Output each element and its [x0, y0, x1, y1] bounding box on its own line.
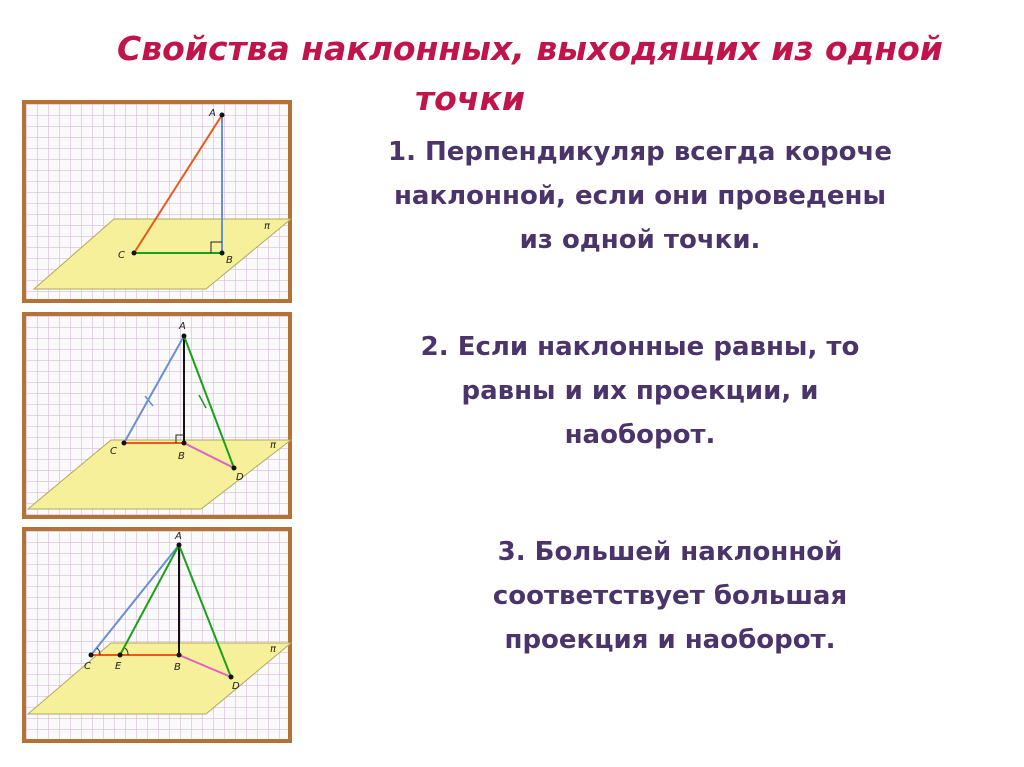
- figure-larger-oblique: [22, 527, 292, 743]
- property-2-line-2: равны и их проекции, и: [461, 376, 819, 406]
- point-A: [220, 113, 225, 118]
- point-C: [132, 251, 137, 256]
- property-1-line-2: наклонной, если они проведены: [393, 181, 887, 211]
- title-line-2: точки: [415, 79, 525, 118]
- label-C: C: [84, 661, 91, 672]
- property-3-line-2: соответствует большая: [492, 581, 848, 611]
- property-2-line-1: 2. Если наклонные равны, то: [420, 332, 860, 362]
- label-C: C: [118, 250, 125, 261]
- figure-3-drawing: [26, 531, 288, 739]
- property-1-line-3: из одной точки.: [519, 225, 761, 255]
- point-D: [232, 466, 237, 471]
- label-pi: π: [270, 644, 277, 655]
- label-C: C: [110, 446, 117, 457]
- property-2: [340, 325, 940, 457]
- label-D: D: [232, 681, 240, 692]
- label-E: E: [115, 661, 122, 672]
- point-D: [229, 675, 234, 680]
- label-B: B: [174, 662, 181, 673]
- figure-1-drawing: [26, 104, 288, 299]
- label-A: A: [175, 531, 182, 542]
- point-B: [177, 653, 182, 658]
- label-A: A: [179, 321, 186, 332]
- label-pi: π: [270, 440, 277, 451]
- label-D: D: [236, 472, 244, 483]
- segment-AE: [120, 545, 179, 655]
- property-3-line-1: 3. Большей наклонной: [497, 537, 843, 567]
- property-1: [340, 130, 940, 262]
- label-A: A: [209, 108, 216, 119]
- point-E: [118, 653, 123, 658]
- label-B: B: [226, 255, 233, 266]
- property-3-line-3: проекция и наоборот.: [504, 625, 836, 655]
- title-line-1: Свойства наклонных, выходящих из одной: [117, 29, 943, 68]
- point-C: [122, 441, 127, 446]
- equal-tick-AD: [199, 395, 206, 408]
- property-1-line-1: 1. Перпендикуляр всегда короче: [388, 137, 892, 167]
- plane-pi: [28, 440, 291, 509]
- property-2-line-3: наоборот.: [564, 420, 716, 450]
- point-C: [89, 653, 94, 658]
- figure-2-drawing: [26, 316, 288, 515]
- point-A: [182, 334, 187, 339]
- label-B: B: [178, 451, 185, 462]
- point-B: [220, 251, 225, 256]
- segment-AC: [124, 336, 184, 443]
- property-3: [370, 530, 970, 662]
- figure-equal-obliques: [22, 312, 292, 519]
- label-pi: π: [264, 221, 271, 232]
- point-A: [177, 543, 182, 548]
- figure-perpendicular-vs-oblique: [22, 100, 292, 303]
- point-B: [182, 441, 187, 446]
- segment-AC: [91, 545, 179, 655]
- plane-pi: [28, 643, 291, 714]
